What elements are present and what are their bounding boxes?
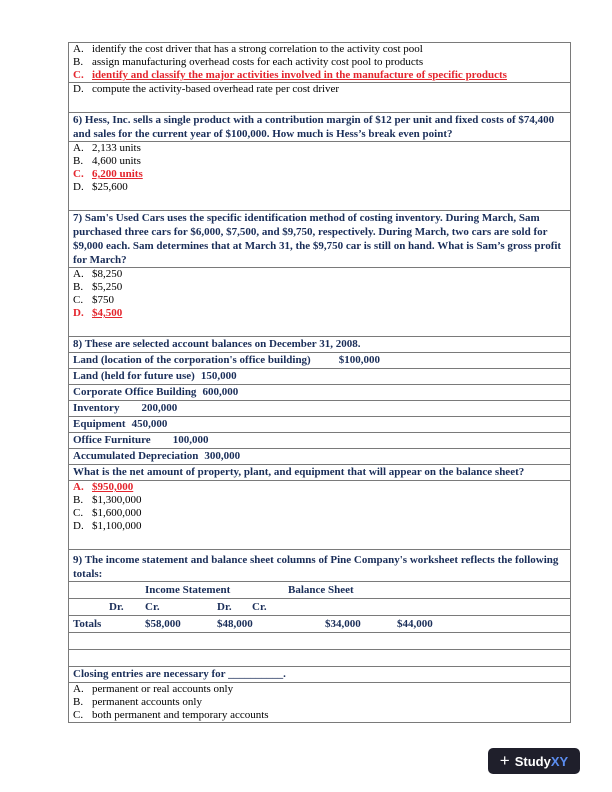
option-8d: D. $1,100,000 [73,520,142,532]
q8-options [69,481,570,550]
option-10a: A. permanent or real accounts only [73,683,234,695]
q8-balance-row: Office Furniture 100,000 [69,433,570,449]
option-7d-correct: D. $4,500 [73,307,123,319]
option-5d: D. compute the activity-based overhead rate per cost driver [73,83,340,95]
q10-question: Closing entries are necessary for __________. [69,667,570,683]
plus-icon: + [499,751,510,770]
q8-prompt: What is the net amount of property, plant, and equipment that will appear on the balance sheet? [69,465,570,481]
option-10c: C. both permanent and temporary accounts [73,709,269,721]
q8-balance-row: Corporate Office Building 600,000 [69,385,570,401]
option-6c-correct: C. 6,200 units [73,168,143,180]
q9-question: 9) The income statement and balance sheet columns of Pine Company's worksheet reflects the following totals: [69,550,570,582]
option-7c: C. $750 [73,294,114,306]
q8-question: 8) These are selected account balances on December 31, 2008. [69,337,570,353]
option-10b: B. permanent accounts only [73,696,202,708]
balance-sheet-header: Balance Sheet [288,584,354,596]
q5-options-abc [69,43,570,83]
studyxy-logo: + Study XY [488,748,580,774]
q8-balance-row: Land (held for future use) 150,000 [69,369,570,385]
empty-row [69,650,570,667]
q7-options [69,268,570,337]
option-6d: D. $25,600 [73,181,128,193]
q6-options [69,142,570,211]
option-5c-correct: C. identify and classify the major activities involved in the manufacture of specific products [73,69,507,81]
q8-balance-row: Accumulated Depreciation 300,000 [69,449,570,465]
q9-drcr-row: Dr. Cr. Dr. Cr. [69,599,570,616]
q5-option-d-block [69,83,570,113]
option-8c: C. $1,600,000 [73,507,142,519]
option-7b: B. $5,250 [73,281,123,293]
q7-question: 7) Sam's Used Cars uses the specific identification method of costing inventory. During March, Sam purchased three cars for $6,000, $7,500, and $9,750, respectively. During March, two cars are sold for $9,000 each. Sam determines that at March 31, the $9,750 car is still on hand. What is Sam’s gross profit for March? [69,211,570,268]
q8-balance-row: Inventory 200,000 [69,401,570,417]
q9-totals-row: Totals $58,000 $48,000 $34,000 $44,000 [69,616,570,633]
q10-options [69,683,570,722]
option-8b: B. $1,300,000 [73,494,142,506]
option-8a-correct: A. $950,000 [73,481,134,493]
option-5b: B. assign manufacturing overhead costs for each activity cost pool to products [73,56,424,68]
q6-question: 6) Hess, Inc. sells a single product with a contribution margin of $12 per unit and fixed costs of $74,400 and sales for the current year of $100,000. How much is Hess’s break even point? [69,113,570,142]
income-statement-header: Income Statement [145,584,231,596]
q8-balance-row: Equipment 450,000 [69,417,570,433]
option-6a: A. 2,133 units [73,142,141,154]
option-7a: A. $8,250 [73,268,123,280]
empty-row [69,633,570,650]
option-5a: A. identify the cost driver that has a strong correlation to the activity cost pool [73,43,423,55]
option-6b: B. 4,600 units [73,155,141,167]
q9-header-row [69,582,570,599]
quiz-sheet [68,42,571,723]
q8-balance-row: Land (location of the corporation's office building) $100,000 [69,353,570,369]
